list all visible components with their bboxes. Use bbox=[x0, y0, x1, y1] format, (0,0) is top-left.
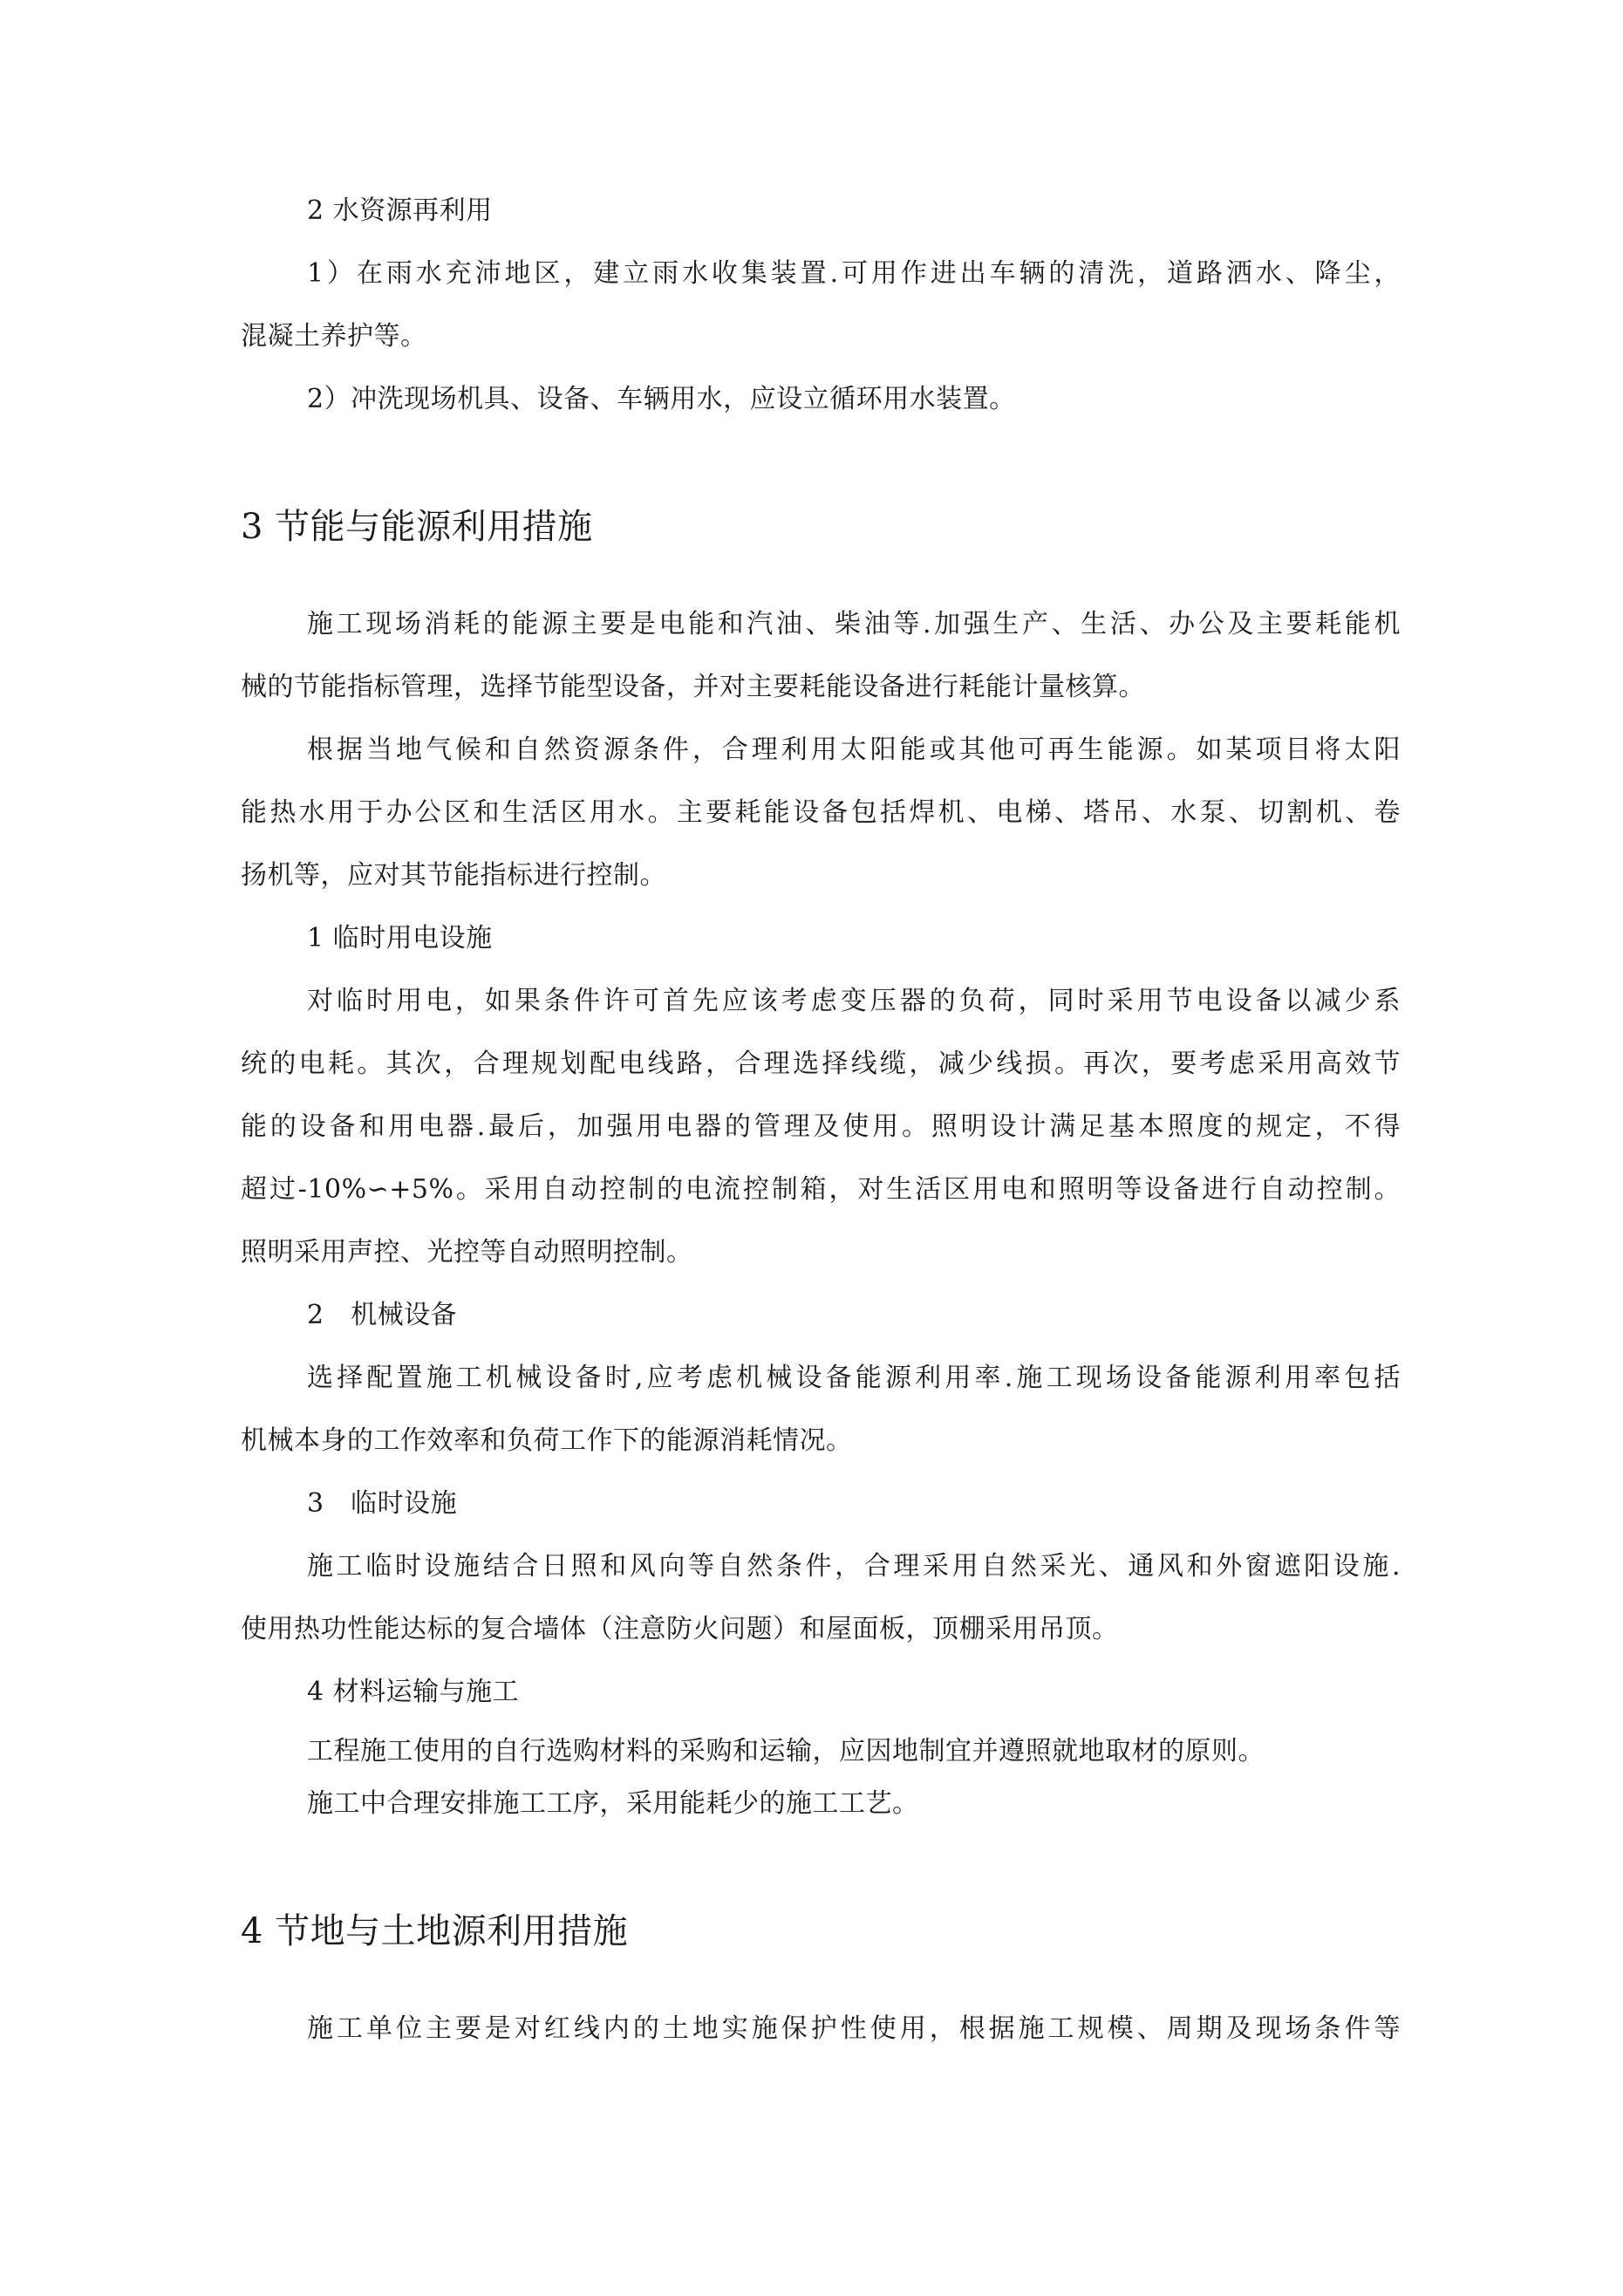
paragraph-line: 械的节能指标管理，选择节能型设备，并对主要耗能设备进行耗能计量核算。 bbox=[241, 672, 1145, 702]
paragraph-line: 机械本身的工作效率和负荷工作下的能源消耗情况。 bbox=[241, 1425, 853, 1456]
paragraph-line: 混凝土养护等。 bbox=[241, 321, 427, 352]
paragraph-line: 根据当地气候和自然资源条件，合理利用太阳能或其他可再生能源。如某项目将太阳 bbox=[307, 735, 1401, 765]
paragraph-line: 施工单位主要是对红线内的土地实施保护性使用，根据施工规模、周期及现场条件等 bbox=[307, 2013, 1401, 2044]
section-heading-land: 4 节地与土地源利用措施 bbox=[241, 1911, 629, 1951]
subheading-material-transport: 4 材料运输与施工 bbox=[307, 1677, 520, 1707]
paragraph-line: 工程施工使用的自行选购材料的采购和运输，应因地制宜并遵照就地取材的原则。 bbox=[307, 1736, 1265, 1766]
paragraph-line: 2）冲洗现场机具、设备、车辆用水，应设立循环用水装置。 bbox=[307, 384, 1016, 414]
subheading-machinery: 2 机械设备 bbox=[307, 1300, 458, 1330]
section-heading-energy: 3 节能与能源利用措施 bbox=[241, 507, 593, 547]
paragraph-line: 照明采用声控、光控等自动照明控制。 bbox=[241, 1237, 693, 1268]
paragraph-line: 选择配置施工机械设备时,应考虑机械设备能源利用率.施工现场设备能源利用率包括 bbox=[307, 1363, 1401, 1393]
paragraph-line: 使用热功性能达标的复合墙体（注意防火问题）和屋面板，顶棚采用吊顶。 bbox=[241, 1614, 1119, 1644]
paragraph-line: 1）在雨水充沛地区，建立雨水收集装置.可用作进出车辆的清洗，道路洒水、降尘， bbox=[307, 258, 1401, 289]
subheading-water-reuse: 2 水资源再利用 bbox=[307, 195, 493, 226]
paragraph-line: 统的电耗。其次，合理规划配电线路，合理选择线缆，减少线损。再次，要考虑采用高效节 bbox=[241, 1049, 1401, 1079]
paragraph-line: 施工现场消耗的能源主要是电能和汽油、柴油等.加强生产、生活、办公及主要耗能机 bbox=[307, 609, 1401, 639]
paragraph-line: 施工中合理安排施工工序，采用能耗少的施工工艺。 bbox=[307, 1788, 919, 1819]
paragraph-line: 施工临时设施结合日照和风向等自然条件，合理采用自然采光、通风和外窗遮阳设施. bbox=[307, 1551, 1401, 1582]
paragraph-line: 能热水用于办公区和生活区用水。主要耗能设备包括焊机、电梯、塔吊、水泵、切割机、卷 bbox=[241, 797, 1401, 828]
paragraph-line: 对临时用电，如果条件许可首先应该考虑变压器的负荷，同时采用节电设备以减少系 bbox=[307, 986, 1401, 1016]
paragraph-line: 扬机等，应对其节能指标进行控制。 bbox=[241, 860, 666, 891]
subheading-temp-facilities: 3 临时设施 bbox=[307, 1488, 458, 1519]
paragraph-line: 超过-10%∽+5%。采用自动控制的电流控制箱，对生活区用电和照明等设备进行自动控制。 bbox=[241, 1174, 1401, 1205]
subheading-temp-power: 1 临时用电设施 bbox=[307, 923, 493, 953]
paragraph-line: 能的设备和用电器.最后，加强用电器的管理及使用。照明设计满足基本照度的规定，不得 bbox=[241, 1111, 1401, 1142]
